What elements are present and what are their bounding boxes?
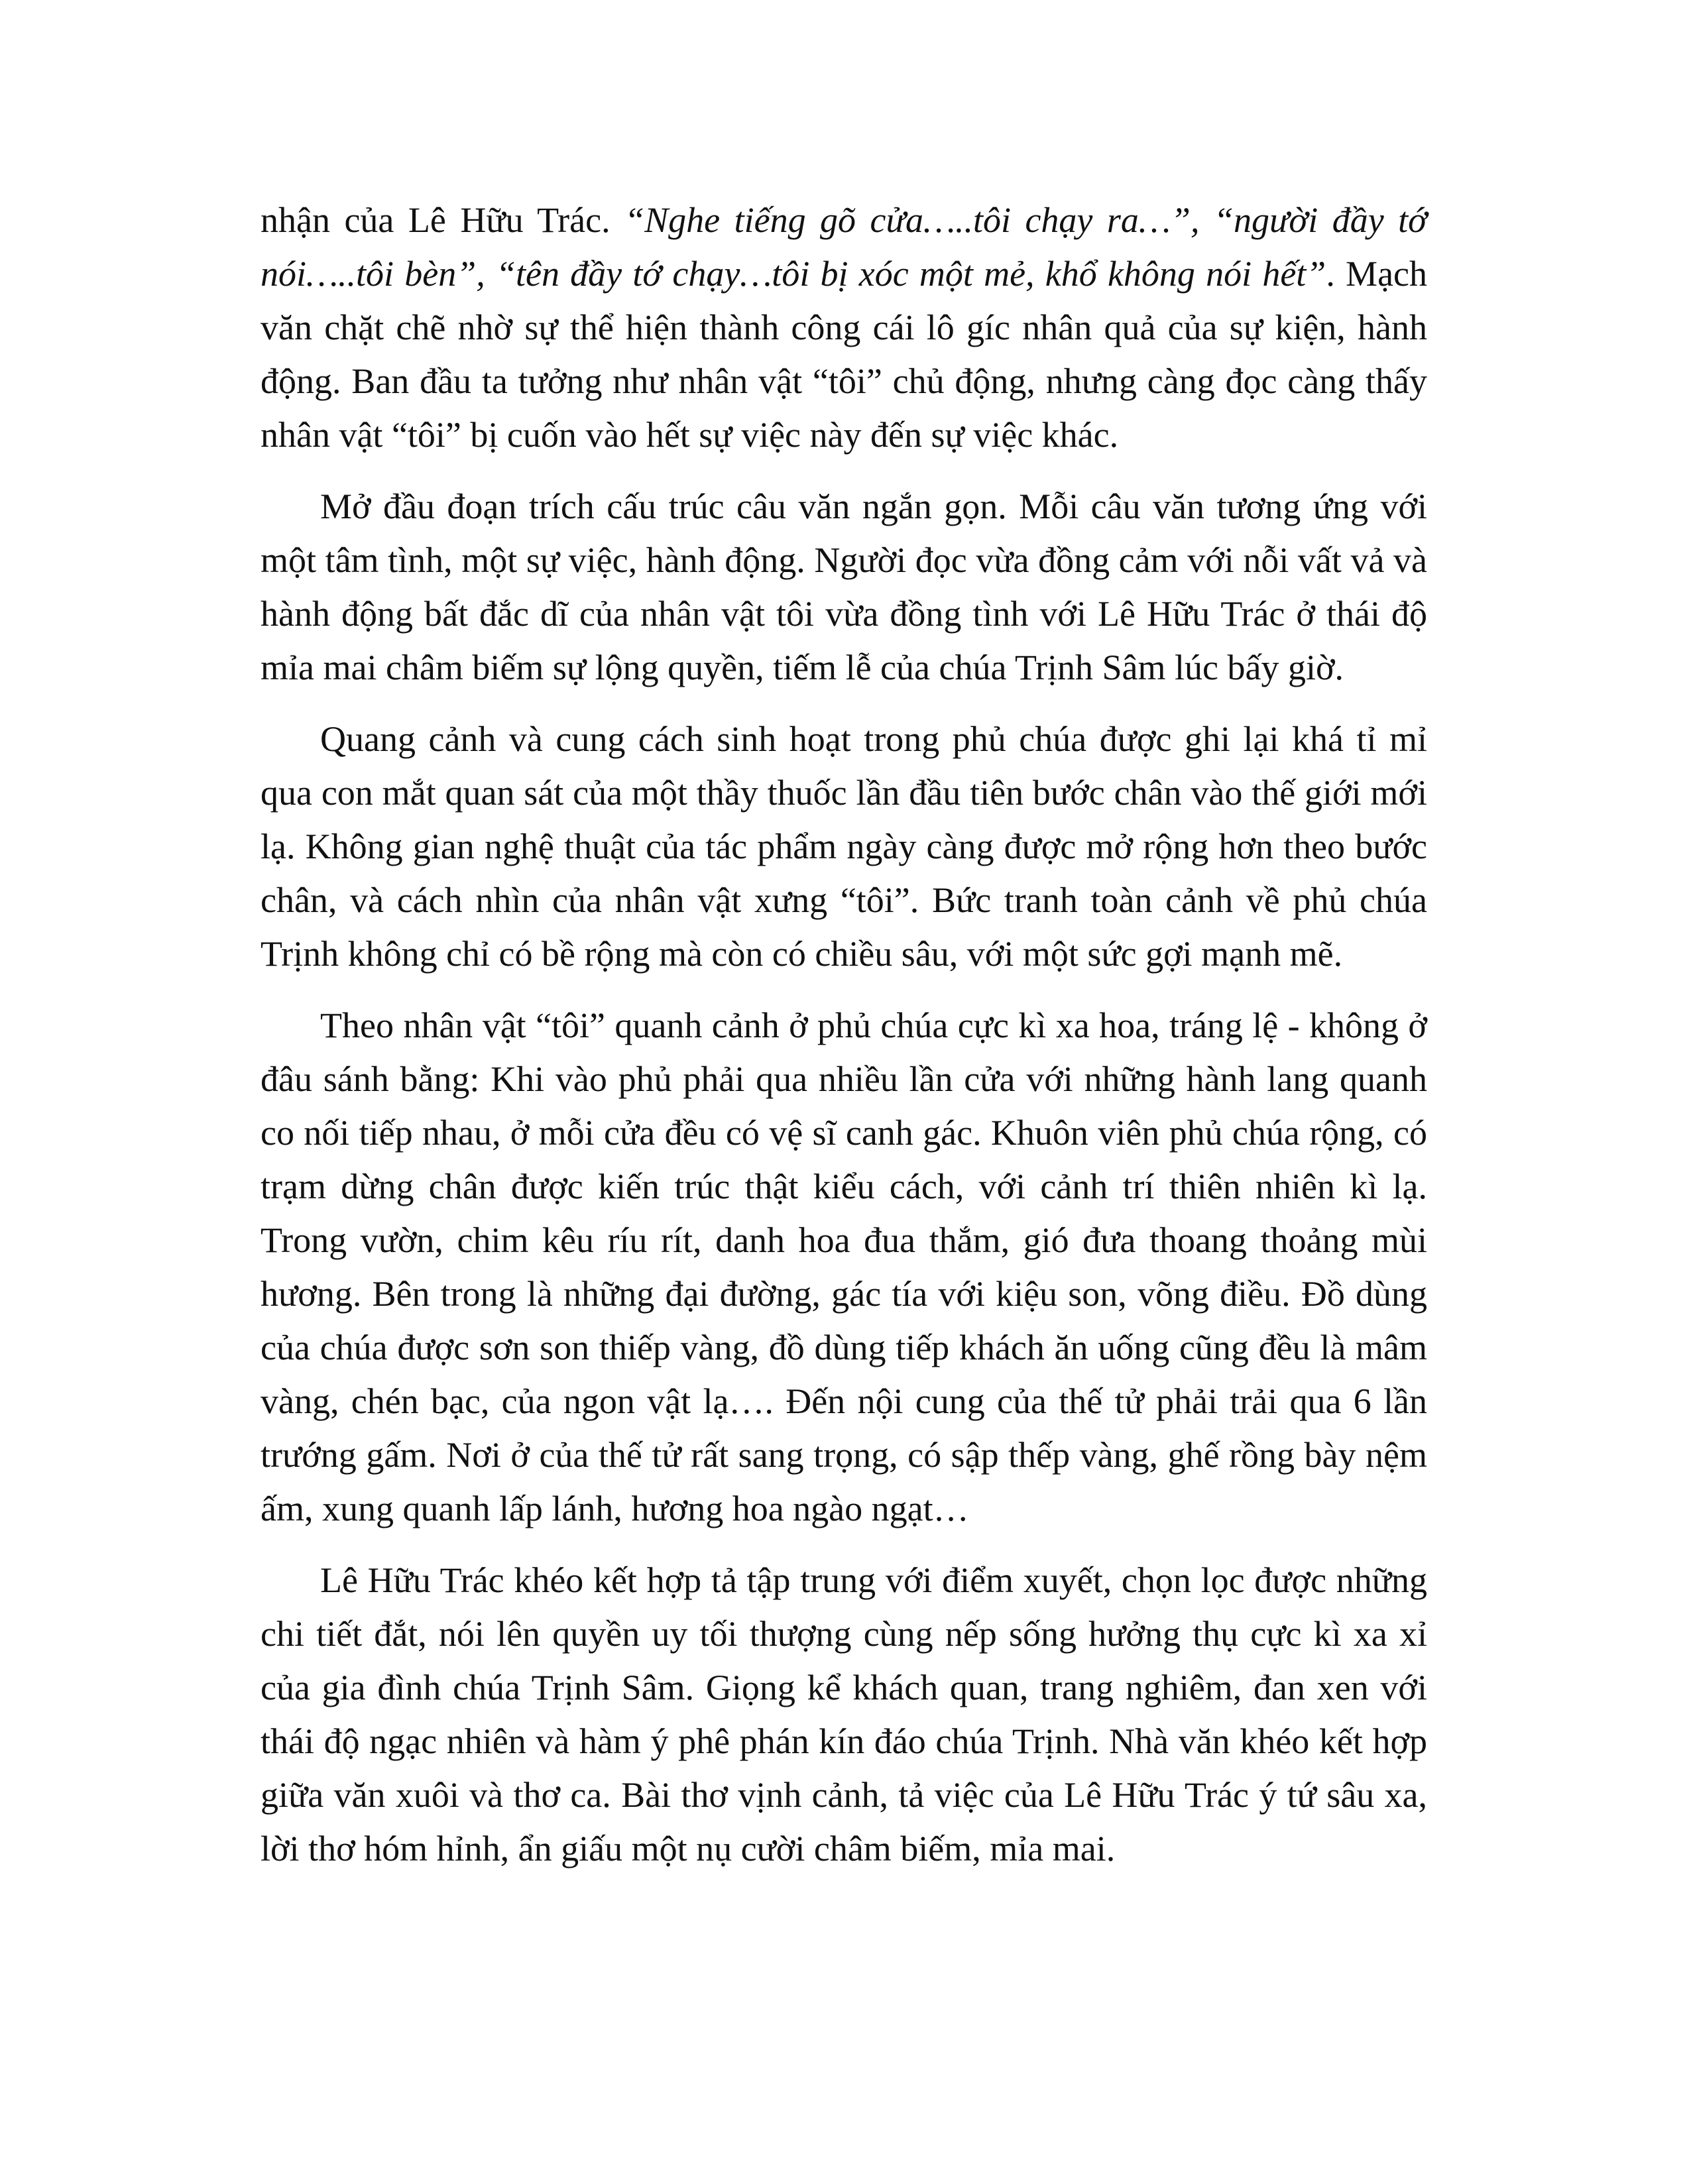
paragraph-4 — [261, 999, 1427, 1536]
paragraph-5-text: Lê Hữu Trác khéo kết hợp tả tập trung với điểm xuyết, chọn lọc được những chi tiết đắt, nói lên quyền uy tối thượng cùng nếp sống hưởng thụ cực kì xa xỉ của gia đình chúa Trịnh Sâm. Giọng kể khách quan, trang nghiêm, đan xen với thái độ ngạc nhiên và hàm ý phê phán kín đáo chúa Trịnh. Nhà văn khéo kết hợp giữa văn xuôi và thơ ca. Bài thơ vịnh cảnh, tả việc của Lê Hữu Trác ý tứ sâu xa, lời thơ hóm hỉnh, ẩn giấu một nụ cười châm biếm, mỉa mai. — [261, 1560, 1427, 1868]
paragraph-5 — [261, 1554, 1427, 1876]
paragraph-1-text: nhận của Lê Hữu Trác. — [261, 200, 625, 240]
paragraph-2 — [261, 480, 1427, 695]
paragraph-1-quote: “Nghe tiếng gõ cửa…..tôi chạy ra…”, “người đầy tớ nói…..tôi bèn”, “tên đầy tớ chạy…tôi bị xóc một mẻ, khổ không nói hết” — [261, 200, 1428, 294]
paragraph-1 — [261, 194, 1427, 462]
paragraph-2-text: Mở đầu đoạn trích cấu trúc câu văn ngắn gọn. Mỗi câu văn tương ứng với một tâm tình, một sự việc, hành động. Người đọc vừa đồng cảm với nỗi vất vả và hành động bất đắc dĩ của nhân vật tôi vừa đồng tình với Lê Hữu Trác ở thái độ mỉa mai châm biếm sự lộng quyền, tiếm lễ của chúa Trịnh Sâm lúc bấy giờ. — [261, 487, 1427, 687]
paragraph-4-text: Theo nhân vật “tôi” quanh cảnh ở phủ chúa cực kì xa hoa, tráng lệ - không ở đâu sánh bằng: Khi vào phủ phải qua nhiều lần cửa với những hành lang quanh co nối tiếp nhau, ở mỗi cửa đều có vệ sĩ canh gác. Khuôn viên phủ chúa rộng, có trạm dừng chân được kiến trúc thật kiểu cách, với cảnh trí thiên nhiên kì lạ. Trong vườn, chim kêu ríu rít, danh hoa đua thắm, gió đưa thoang thoảng mùi hương. Bên trong là những đại đường, gác tía với kiệu son, võng điều. Đồ dùng của chúa được sơn son thiếp vàng, đồ dùng tiếp khách ăn uống cũng đều là mâm vàng, chén bạc, của ngon vật lạ…. Đến nội cung của thế tử phải trải qua 6 lần trướng gấm. Nơi ở của thế tử rất sang trọng, có sập thếp vàng, ghế rồng bày nệm ấm, xung quanh lấp lánh, hương hoa ngào ngạt… — [261, 1006, 1427, 1528]
paragraph-3 — [261, 713, 1427, 981]
paragraph-3-text: Quang cảnh và cung cách sinh hoạt trong phủ chúa được ghi lại khá tỉ mỉ qua con mắt quan sát của một thầy thuốc lần đầu tiên bước chân vào thế giới mới lạ. Không gian nghệ thuật của tác phẩm ngày càng được mở rộng hơn theo bước chân, và cách nhìn của nhân vật xưng “tôi”. Bức tranh toàn cảnh về phủ chúa Trịnh không chỉ có bề rộng mà còn có chiều sâu, với một sức gợi mạnh mẽ. — [261, 719, 1427, 974]
body-text — [261, 194, 1427, 1894]
paragraph-1-text-continued: . Mạch văn chặt chẽ nhờ sự thể hiện thành công cái lô gíc nhân quả của sự kiện, hành động. Ban đầu ta tưởng như nhân vật “tôi” chủ động, nhưng càng đọc càng thấy nhân vật “tôi” bị cuốn vào hết sự việc này đến sự việc khác. — [261, 254, 1428, 455]
